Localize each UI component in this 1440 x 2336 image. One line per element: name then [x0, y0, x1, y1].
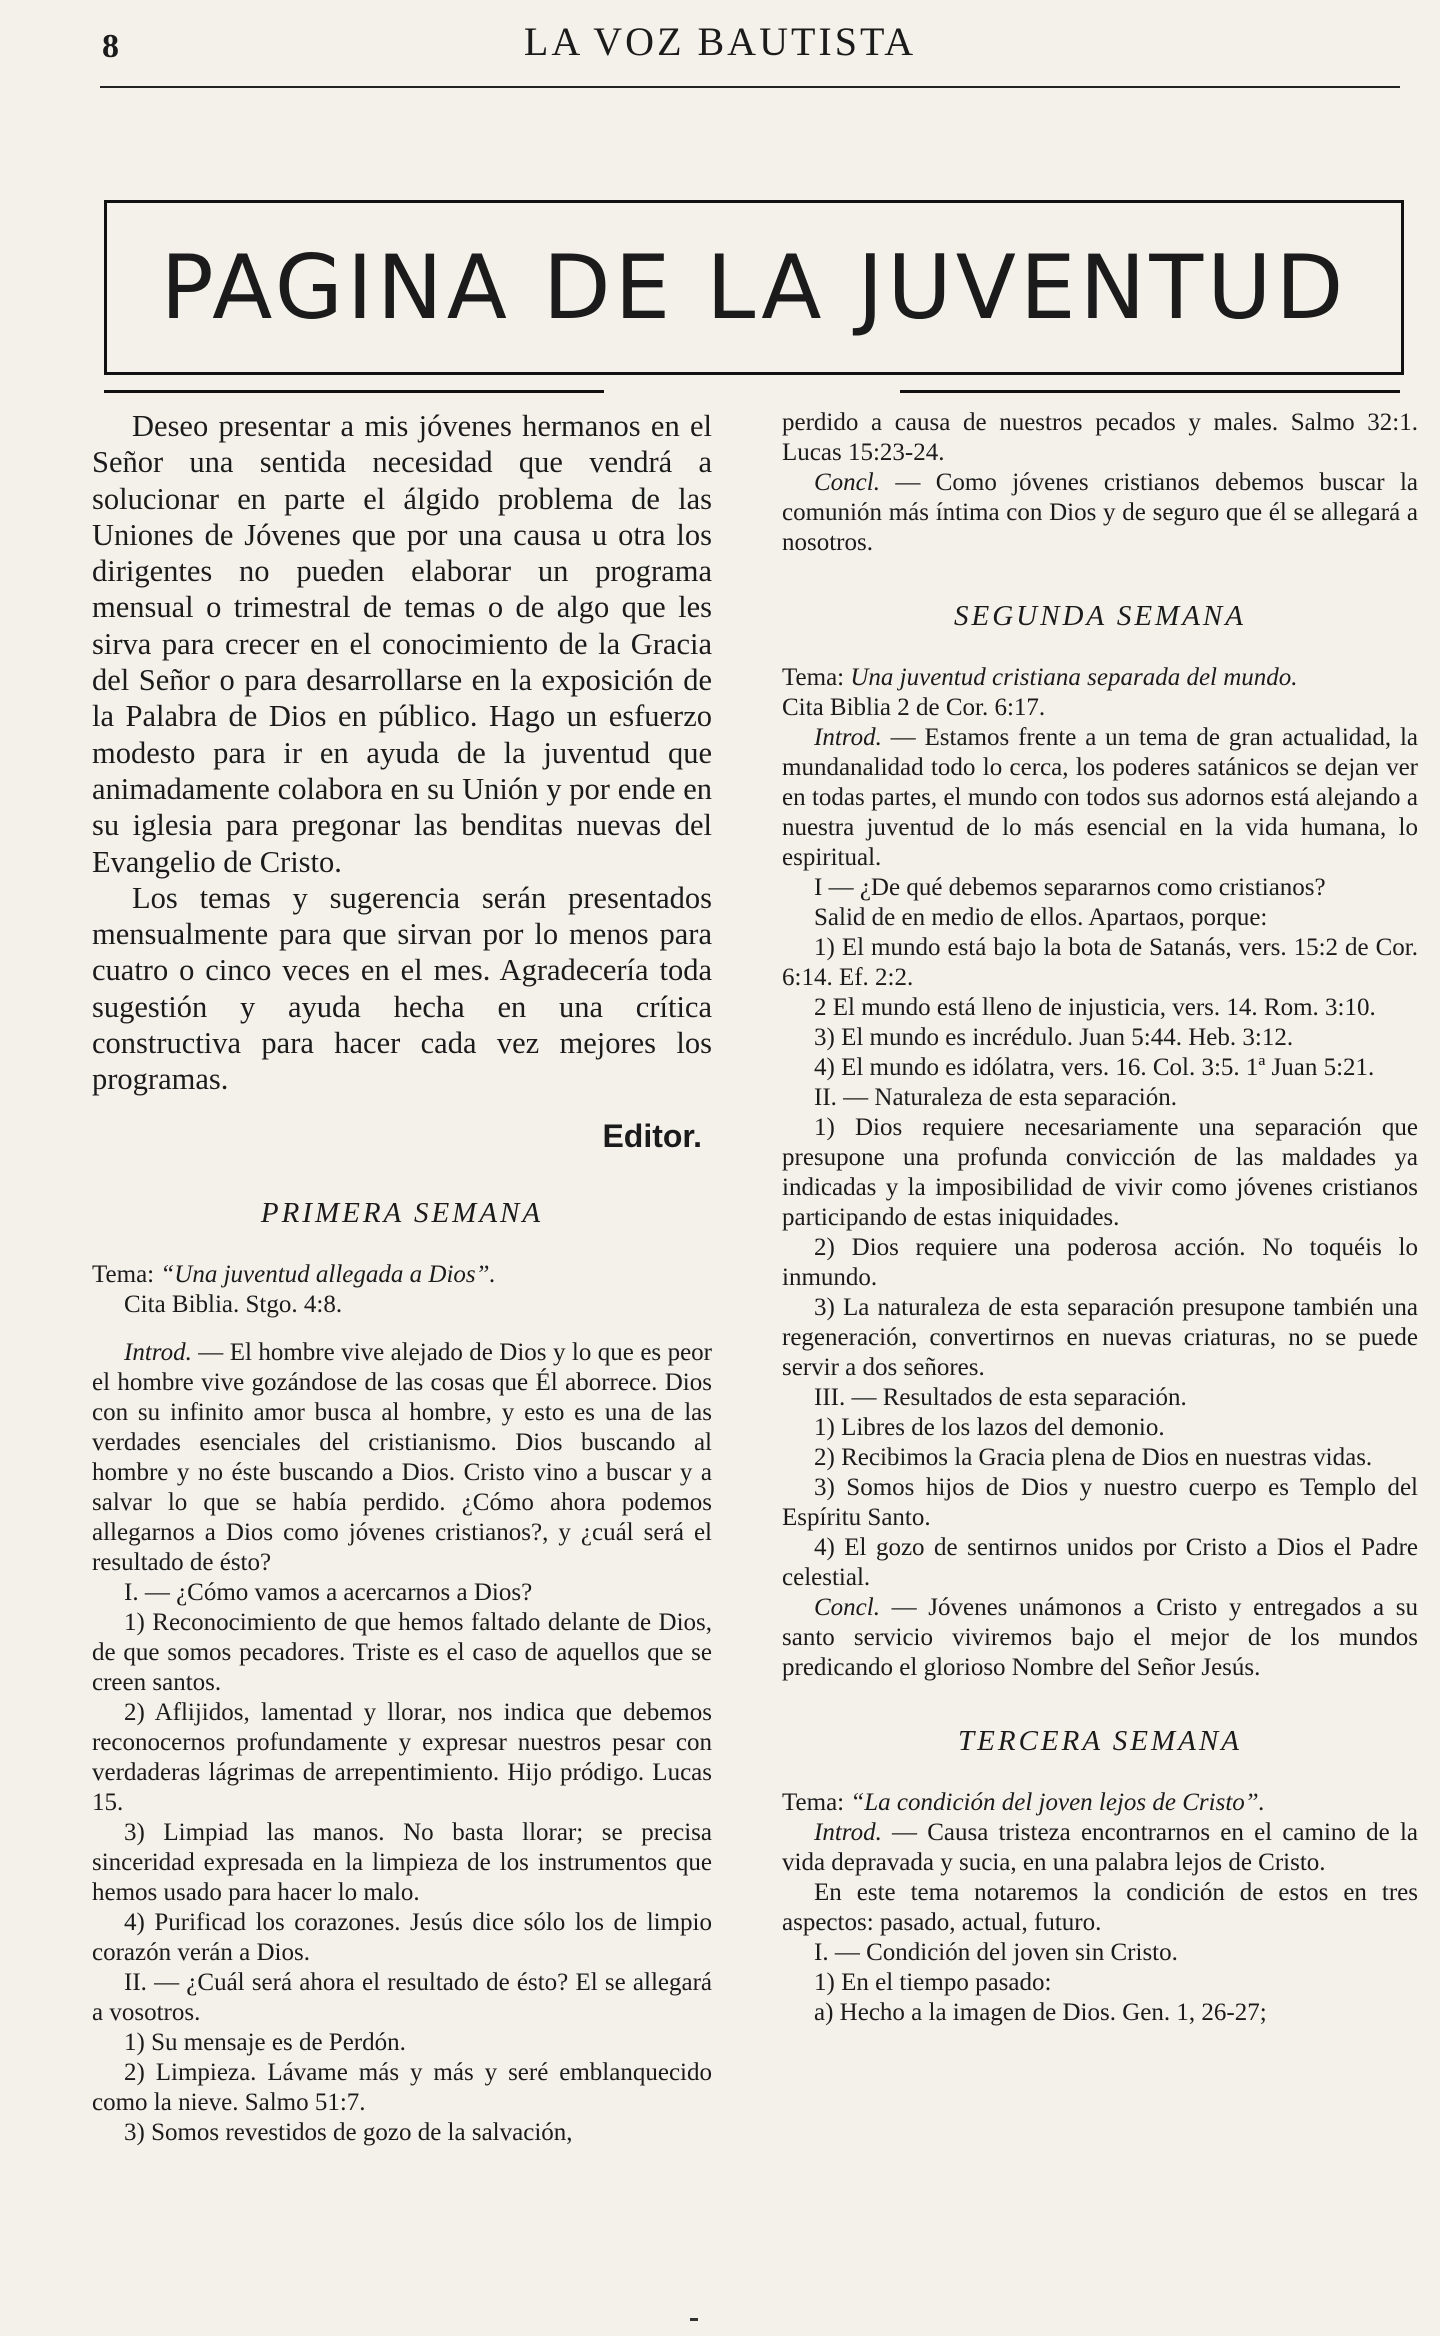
banner-title: PAGINA DE LA JUVENTUD — [160, 236, 1348, 339]
week2-line: Salid de en medio de ellos. Apartaos, porque: — [814, 904, 1268, 931]
week1-introd-label: Introd. — [124, 1338, 192, 1366]
week1-line: 1) Reconocimiento de que hemos faltado delante de Dios, de que somos pecadores. Triste es el caso de aquellos que se creen santos. — [92, 1608, 712, 1696]
week2-introd-label: Introd. — [814, 724, 882, 751]
week2-tema-text: Una juventud cristiana separada del mundo. — [850, 664, 1298, 691]
week2-conclusion — [782, 1593, 1418, 1683]
week2-tema-label: Tema: — [782, 664, 851, 691]
week3-line: 1) En el tiempo pasado: — [814, 1969, 1052, 1996]
week2-line: 2 El mundo está lleno de injusticia, vers. 14. Rom. 3:10. — [814, 994, 1376, 1021]
week1-line: 3) Somos revestidos de gozo de la salvación, — [124, 2118, 573, 2146]
week2-concl-label: Concl. — [814, 1594, 880, 1621]
week2-introd — [782, 723, 1418, 873]
journal-title: LA VOZ BAUTISTA — [523, 19, 917, 64]
week2-cita: Cita Biblia 2 de Cor. 6:17. — [782, 694, 1046, 721]
week3-heading: TERCERA SEMANA — [958, 1725, 1242, 1757]
week3-tema-text: “La condición del joven lejos de Cristo”. — [850, 1789, 1265, 1816]
week2-introd-text: — Estamos frente a un tema de gran actualidad, la mundanalidad todo lo cerca, los poderes satánicos se dejan ver en todas partes, el mundo con todos sus adornos está alejando a nuestra juventud de lo más esencial en la vida humana, lo espiritual. — [782, 724, 1418, 871]
week2-line: 1) Dios requiere necesariamente una separación que presupone una profunda convicción de las maldades ya indicadas y la imposibilidad de vivir como jóvenes cristianos participando de estas iniquidades. — [782, 1114, 1418, 1231]
week2-line: 4) El mundo es idólatra, vers. 16. Col. 3:5. 1ª Juan 5:21. — [814, 1054, 1375, 1081]
week1-tema — [92, 1260, 712, 1290]
week2-line: 2) Recibimos la Gracia plena de Dios en nuestras vidas. — [814, 1444, 1373, 1471]
week2-line: I — ¿De qué debemos separarnos como cristianos? — [814, 874, 1326, 901]
week2-line: 1) El mundo está bajo la bota de Satanás, vers. 15:2 de Cor. 6:14. Ef. 2:2. — [782, 934, 1418, 991]
week1-cita: Cita Biblia. Stgo. 4:8. — [124, 1290, 343, 1318]
week2-line: 3) La naturaleza de esta separación presupone también una regeneración, convertirnos en nuevas criaturas, no se puede servir a dos señores. — [782, 1294, 1418, 1381]
right-column — [782, 408, 1418, 2028]
week3-line: En este tema notaremos la condición de estos en tres aspectos: pasado, actual, futuro. — [782, 1879, 1418, 1936]
week3-tema-label: Tema: — [782, 1789, 851, 1816]
intro-paragraph-2: Los temas y sugerencia serán presentados mensualmente para que sirvan por lo menos para cuatro o cinco veces en el mes. Agradecería toda sugestión y ayuda hecha en una crítica constructiva para hacer cada vez mejores los programas. — [92, 880, 712, 1097]
page-number: 8 — [102, 28, 119, 65]
bottom-mark — [690, 2318, 698, 2321]
week3-introd — [782, 1818, 1418, 1878]
header-rule — [100, 86, 1400, 88]
week1-tema-label: Tema: — [92, 1260, 161, 1288]
week1-line: 2) Aflijidos, lamentad y llorar, nos indica que debemos reconocernos profundamente y expresar nuestros pesar con verdaderas lágrimas de arrepentimiento. Hijo pródigo. Lucas 15. — [92, 1698, 712, 1816]
week1-concl-text: — Como jóvenes cristianos debemos buscar la comunión más íntima con Dios y de seguro que él se allegará a nosotros. — [782, 469, 1418, 556]
week1-tema-text: “Una juventud allegada a Dios”. — [160, 1260, 496, 1288]
week1-line: 1) Su mensaje es de Perdón. — [124, 2028, 406, 2056]
week1-line: 2) Limpieza. Lávame más y más y seré emblanquecido como la nieve. Salmo 51:7. — [92, 2058, 712, 2116]
banner-rule-left — [104, 390, 604, 393]
week2-line: II. — Naturaleza de esta separación. — [814, 1084, 1178, 1111]
week3-introd-label: Introd. — [814, 1819, 882, 1846]
week3-introd-text: — Causa tristeza encontrarnos en el camino de la vida depravada y sucia, en una palabra lejos de Cristo. — [782, 1819, 1418, 1876]
week2-line: 3) El mundo es incrédulo. Juan 5:44. Heb. 3:12. — [814, 1024, 1294, 1051]
week1-line: II. — ¿Cuál será ahora el resultado de ésto? El se allegará a vosotros. — [92, 1968, 712, 2026]
week2-line: 3) Somos hijos de Dios y nuestro cuerpo es Templo del Espíritu Santo. — [782, 1474, 1418, 1531]
week3-tema — [782, 1788, 1418, 1818]
week1-continuation: perdido a causa de nuestros pecados y males. Salmo 32:1. Lucas 15:23-24. — [782, 409, 1418, 466]
week1-introd-text: — El hombre vive alejado de Dios y lo que es peor el hombre vive gozándose de las cosas que Él aborrece. Dios con su infinito amor busca al hombre, y esto es una de las verdades esenciales del cristianismo. Dios buscando al hombre y no éste buscando a Dios. Cristo vino a buscar y a salvar lo que se había perdido. ¿Cómo ahora podemos allegarnos a Dios como jóvenes cristianos?, y ¿cuál será el resultado de ésto? — [92, 1338, 712, 1576]
week1-line: 4) Purificad los corazones. Jesús dice sólo los de limpio corazón verán a Dios. — [92, 1908, 712, 1966]
week3-line: a) Hecho a la imagen de Dios. Gen. 1, 26-27; — [814, 1999, 1267, 2026]
intro-paragraph-1: Deseo presentar a mis jóvenes hermanos en el Señor una sentida necesidad que vendrá a solucionar en parte el álgido problema de las Uniones de Jóvenes que por una causa u otra los dirigentes no pueden elaborar un programa mensual o trimestral de temas o de algo que les sirva para crecer en el conocimiento de la Gracia del Señor o para desarrollarse en la exposición de la Palabra de Dios en público. Hago un esfuerzo modesto para ir en ayuda de la juventud que animadamente colabora en su Unión y por ende en su iglesia para pregonar las benditas nuevas del Evangelio de Cristo. — [92, 409, 712, 879]
week1-heading: PRIMERA SEMANA — [260, 1196, 544, 1229]
week1-line: I. — ¿Cómo vamos a acercarnos a Dios? — [124, 1578, 533, 1606]
week1-introd — [92, 1338, 712, 1578]
week2-line: III. — Resultados de esta separación. — [814, 1384, 1187, 1411]
week2-concl-text: — Jóvenes unámonos a Cristo y entregados a su santo servicio viviremos bajo el mejor de los mundos predicando el glorioso Nombre del Señor Jesús. — [782, 1594, 1418, 1681]
banner-rule-right — [900, 390, 1400, 393]
week2-heading: SEGUNDA SEMANA — [954, 600, 1246, 632]
banner-box — [104, 200, 1404, 375]
week2-tema — [782, 663, 1418, 693]
week2-line: 4) El gozo de sentirnos unidos por Cristo a Dios el Padre celestial. — [782, 1534, 1418, 1591]
week2-line: 2) Dios requiere una poderosa acción. No toquéis lo inmundo. — [782, 1234, 1418, 1291]
week1-conclusion — [782, 468, 1418, 558]
left-column — [92, 408, 712, 2148]
week3-line: I. — Condición del joven sin Cristo. — [814, 1939, 1178, 1966]
editor-signoff: Editor. — [602, 1117, 702, 1154]
week2-line: 1) Libres de los lazos del demonio. — [814, 1414, 1165, 1441]
week1-concl-label: Concl. — [814, 469, 880, 496]
week1-line: 3) Limpiad las manos. No basta llorar; se precisa sinceridad expresada en la limpieza de los instrumentos que hemos usado para hacer lo malo. — [92, 1818, 712, 1906]
